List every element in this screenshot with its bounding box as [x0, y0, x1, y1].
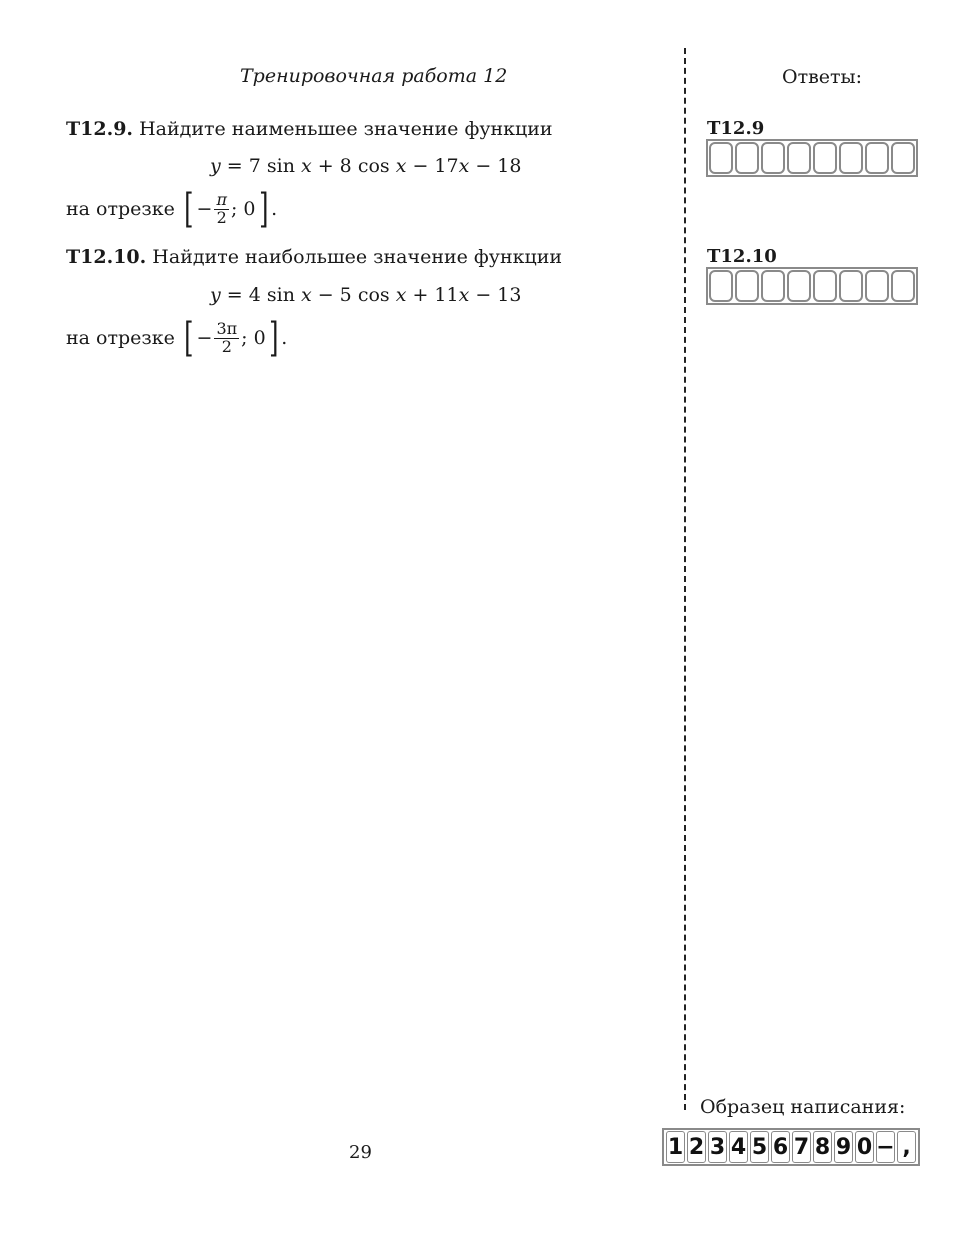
answer-grid-t12-10[interactable]: [706, 267, 918, 305]
answer-cell[interactable]: [761, 270, 785, 302]
answer-cell[interactable]: [735, 142, 759, 174]
sample-glyph: 4: [729, 1131, 748, 1163]
sample-glyph: 7: [792, 1131, 811, 1163]
cut-line-divider: [684, 48, 686, 1110]
answer-cell[interactable]: [865, 270, 889, 302]
task-t12-9-statement: [66, 118, 553, 140]
answer-cell[interactable]: [839, 142, 863, 174]
task-t12-10-segment: на отрезке [ − $\frac{3\pi}{2}$ ; 0 ] .: [66, 315, 288, 361]
answer-cell[interactable]: [787, 142, 811, 174]
sample-glyph: −: [876, 1131, 895, 1163]
sample-glyph: 9: [834, 1131, 853, 1163]
answer-cell[interactable]: [813, 142, 837, 174]
sample-digits-strip: [662, 1128, 920, 1166]
sample-glyph: 3: [708, 1131, 727, 1163]
fraction: $\frac{3\pi}{2}$: [216, 318, 238, 356]
sample-label: Образец написания:: [700, 1096, 906, 1118]
sample-glyph: 0: [855, 1131, 874, 1163]
answer-cell[interactable]: [709, 142, 733, 174]
page-number: 29: [349, 1142, 372, 1163]
task-t12-10-formula: y = 4 sin x − 5 cos x + 11x − 13: [210, 284, 522, 306]
answer-cell[interactable]: [839, 270, 863, 302]
sample-glyph: 8: [813, 1131, 832, 1163]
sample-glyph: ,: [897, 1131, 916, 1163]
answers-title: Ответы:: [782, 66, 863, 88]
task-label: T12.10.: [66, 246, 147, 268]
task-t12-10-statement: [66, 246, 562, 268]
task-prompt: Найдите наибольшее значение функции: [152, 246, 563, 268]
fraction: $\frac{\pi}{2}$: [216, 189, 227, 227]
answer-cell[interactable]: [735, 270, 759, 302]
sample-glyph: 2: [687, 1131, 706, 1163]
sample-glyph: 1: [666, 1131, 685, 1163]
answer-grid-t12-9[interactable]: [706, 139, 918, 177]
task-t12-9-formula: y = 7 sin x + 8 cos x − 17x − 18: [210, 155, 522, 177]
answer-cell[interactable]: [709, 270, 733, 302]
answer-cell[interactable]: [891, 142, 915, 174]
page-header-title: Тренировочная работа 12: [240, 65, 508, 87]
sample-glyph: 6: [771, 1131, 790, 1163]
answer-cell[interactable]: [891, 270, 915, 302]
answer-cell[interactable]: [761, 142, 785, 174]
answer-cell[interactable]: [865, 142, 889, 174]
task-t12-9-segment: на отрезке [ − $\frac{\pi}{2}$ ; 0 ] .: [66, 186, 278, 232]
answer-cell[interactable]: [813, 270, 837, 302]
answer-cell[interactable]: [787, 270, 811, 302]
answer-label-t12-9: T12.9: [707, 118, 765, 139]
task-prompt: Найдите наименьшее значение функции: [139, 118, 553, 140]
task-label: T12.9.: [66, 118, 134, 140]
sample-glyph: 5: [750, 1131, 769, 1163]
answer-label-t12-10: T12.10: [707, 246, 777, 267]
